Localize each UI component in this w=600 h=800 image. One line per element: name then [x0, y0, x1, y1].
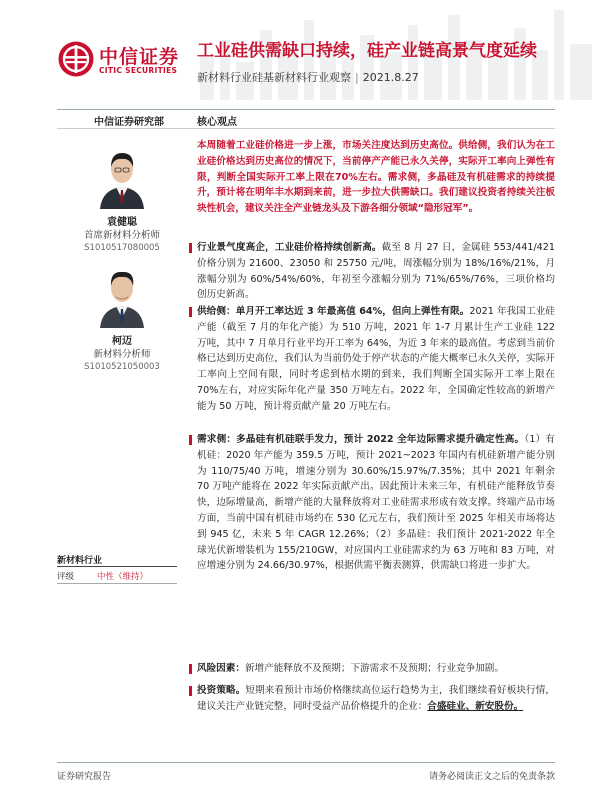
- report-date: 2021.8.27: [362, 71, 419, 84]
- bullet-marker: [189, 243, 192, 253]
- bullet-lead: 需求侧：多晶硅有机硅联手发力，预计 2022 全年边际需求提升确定性高。: [197, 434, 525, 445]
- citic-logo: [57, 40, 183, 80]
- core-view-summary: 本周随着工业硅价格进一步上涨，市场关注度达到历史高位。供给侧，我们认为在工业硅价格达到历史高位的情况下，当前停产产能已永久关停，实际开工率向上弹性有限，判断全国实际开工率上限在70%左右。需求侧，多晶硅及有机硅需求的持续提升，预计将在明年丰水期到来前，进一步拉大供需缺口。我们建议投资者持续关注板块性机会，建议关注全产业链龙头及下游各细分领域“隐形冠军”。: [197, 140, 555, 215]
- bullet-paragraph: [197, 304, 555, 415]
- bullet-marker: [189, 307, 192, 317]
- bullet-marker: [189, 664, 192, 674]
- bullet-marker: [189, 686, 192, 696]
- logo-text-cn: 中信证券: [99, 46, 180, 68]
- footer-report-type: 证券研究报告: [57, 772, 112, 782]
- analyst-title: 首席新材料分析师: [83, 230, 160, 241]
- analyst-name: 柯迈: [112, 336, 132, 347]
- analyst-card: [57, 262, 187, 373]
- research-dept-label: 中信证券研究部: [94, 117, 164, 128]
- analyst-card: [57, 143, 187, 254]
- analyst-license-id: S1010521050003: [84, 362, 160, 372]
- header-divider: [57, 109, 555, 110]
- analyst-photo: [94, 262, 150, 328]
- sidebar-divider: [57, 566, 177, 567]
- bullet-text: 短期来看预计市场价格继续高位运行趋势为主，我们继续看好板块行情，建议关注产业链完整，同时受益产品价格提升的企业：: [197, 685, 555, 712]
- bullet-text: 新增产能释放不及预期；下游需求不及预期；行业竞争加剧。: [244, 663, 504, 674]
- bullet-paragraph: [197, 661, 555, 677]
- bullet-paragraph: [197, 432, 555, 574]
- core-views-heading: 核心观点: [197, 117, 237, 128]
- bullet-lead: 投资策略。: [197, 685, 246, 696]
- bullet-paragraph: [197, 240, 555, 303]
- sidebar-divider: [57, 583, 177, 584]
- bullet-lead: 行业景气度高企，工业硅价格持续创新高。: [197, 242, 382, 253]
- report-subtitle: [197, 69, 419, 85]
- citic-emblem-icon: [57, 40, 95, 78]
- subtitle-separator: |: [355, 71, 359, 84]
- logo-text-en: CITIC SECURITIES: [99, 66, 178, 75]
- report-subtitle-text: 新材料行业硅基新材料行业观察: [197, 71, 351, 84]
- footer-disclaimer: 请务必阅读正文之后的免责条款: [428, 772, 555, 782]
- footer-divider: [57, 762, 555, 763]
- rating-value: 中性（维持）: [97, 572, 149, 582]
- analyst-name: 袁健聪: [107, 217, 137, 228]
- bullet-lead: 风险因素：: [197, 663, 245, 674]
- bullet-text: （1）有机硅：2020 年产能为 359.5 万吨，预计 2021~2023 年国内有机硅新增产能分别为 110/75/40 万吨，增速分别为 30.60%/15.97%/7.35%；其中 2021 年剩余 70 万吨产能将在 2022 年实际贡献产出。因此预计未来三年，有机硅产能释放节奏快，边际增量高，新增产能的大量释放将对工业硅需求形成有效支撑。终端产品市场方面，当前中国有机硅市场约在 530 亿元左右，我们预计至 2025 年相关市场将达到 945 亿，未来 5 年 CAGR 12.26%；（2）多晶硅：我们预计 2021-2022 年全球光伏新增装机为 155/210GW，对应国内工业硅需求约为 63 万吨和 83 万吨，对应增速分别为 24.66/30.97%，根据供需平衡表测算，供需缺口将进一步扩大。: [197, 434, 555, 572]
- report-title: 工业硅供需缺口持续，硅产业链高景气度延续: [197, 41, 537, 61]
- bullet-lead: 供给侧：单月开工率达近 3 年最高值 64%，但向上弹性有限。: [197, 306, 470, 317]
- recommended-stocks: 合盛硅业、新安股份。: [427, 700, 524, 712]
- analyst-license-id: S1010517080005: [84, 243, 160, 253]
- bullet-marker: [189, 435, 192, 445]
- industry-label: 新材料行业: [57, 556, 103, 566]
- analyst-title: 新材料分析师: [93, 349, 151, 360]
- bullet-text: 2021 年我国工业硅产能（截至 7 月的年化产能）为 510 万吨，2021 年 1-7 月累计生产工业硅 122 万吨，其中 7 月单月行业平均开工率为 64%，为近 3 年来的最高值。考虑到当前价格已达到历史高位，我们认为当前仍处于停产状态的产能大概率已永久关停，实际开工率向上空间有限，同时考虑到枯水期的到来，我们判断全国实际开工率上限在 70%左右，对应实际年化产量 350 万吨左右。2022 年，全国确定性较高的新增产能为 50 万吨，预计将贡献产量 20 万吨左右。: [197, 306, 555, 412]
- bullet-text: 截至 8 月 27 日，金属硅 553/441/421 价格分别为 21600、23050 和 25750 元/吨，周涨幅分别为 18%/16%/21%，月涨幅分别为 60%/54%/60%，年初至今涨幅分别为 71%/65%/76%，三项价格均创历史新高。: [197, 242, 555, 301]
- bullet-paragraph: [197, 683, 555, 715]
- section-divider: [57, 128, 555, 129]
- analyst-photo: [94, 143, 150, 209]
- rating-label: 评级: [57, 572, 75, 582]
